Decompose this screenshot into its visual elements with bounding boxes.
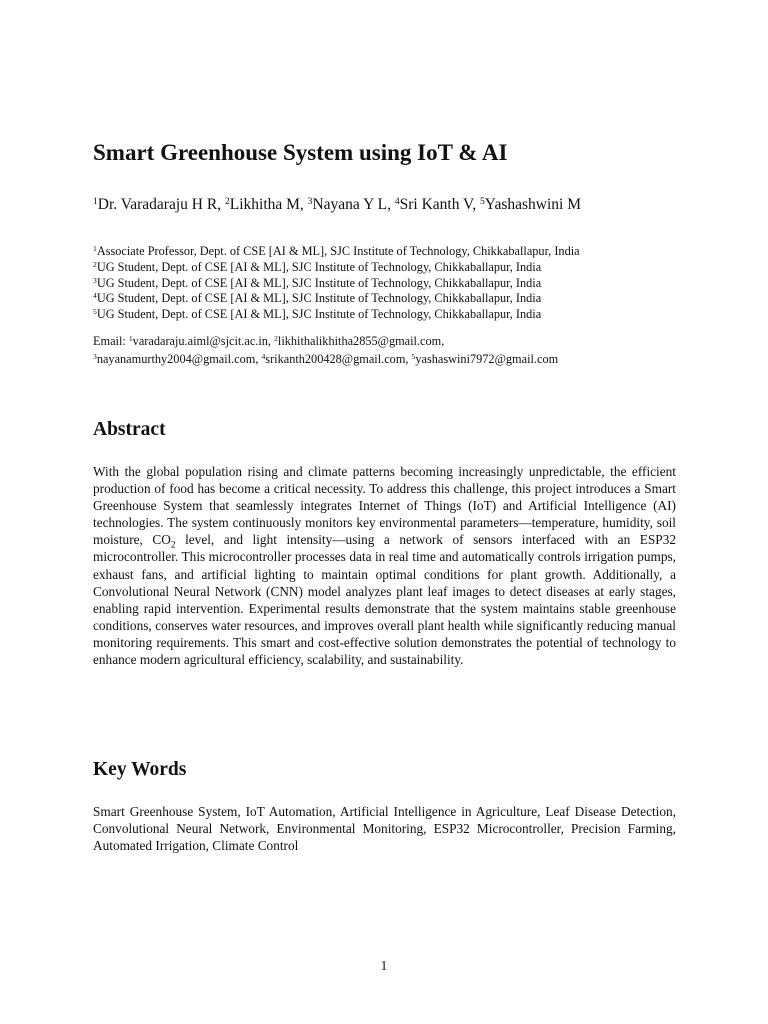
paper-title: Smart Greenhouse System using IoT & AI (93, 140, 508, 165)
author: $^5$Yashashwini M (480, 196, 581, 213)
author-list (93, 194, 676, 215)
email-label: Email: (93, 334, 129, 348)
affiliation: $^3$UG Student, Dept. of CSE [AI & ML], SJC Institute of Technology, Chikkaballapur, India (93, 275, 542, 290)
author: $^2$Likhitha M, (224, 196, 308, 213)
author: $^4$Sri Kanth V, (394, 196, 480, 213)
email-address[interactable]: $^3$nayanamurthy2004@gmail.com, (93, 351, 262, 366)
email-block (93, 333, 676, 368)
affiliation: $^4$UG Student, Dept. of CSE [AI & ML], SJC Institute of Technology, Chikkaballapur, India (93, 291, 542, 306)
affiliation: $^2$UG Student, Dept. of CSE [AI & ML], SJC Institute of Technology, Chikkaballapur, India (93, 259, 542, 274)
abstract-text: With the global population rising and climate patterns becoming increasingly unpredictable, the efficient production of food has become a critical necessity. To address this challenge, this project introduces a Smart Greenhouse System that seamlessly integrates Internet of Things (IoT) and Artificial Intelligence (AI) technologies. The system continuously monitors key environmental parameters—temperature, humidity, soil moisture, $CO_2$ level, and light intensity—using a network of sensors interfaced with an ESP32 microcontroller. This microcontroller processes data in real time and automatically controls irrigation pumps, exhaust fans, and artificial lighting to maintain optimal conditions for plant growth. Additionally, a Convolutional Neural Network (CNN) model analyzes plant leaf images to detect diseases at early stages, enabling rapid intervention. Experimental results demonstrate that the system maintains stable greenhouse conditions, conserves water resources, and improves overall plant health while significantly reducing manual monitoring requirements. This smart and cost-effective solution demonstrates the potential of technology to enhance modern agricultural efficiency, scalability, and sustainability. (93, 464, 676, 668)
email-address[interactable]: $^1$varadaraju.aiml@sjcit.ac.in, (128, 334, 275, 348)
affiliation: $^1$Associate Professor, Dept. of CSE [AI & ML], SJC Institute of Technology, Chikkaballapur, India (93, 244, 580, 258)
email-address[interactable]: $^2$likhithalikhitha2855@gmail.com, (274, 334, 445, 348)
email-address[interactable]: $^5$yashaswini7972@gmail.com (411, 351, 559, 366)
abstract-heading: Abstract (93, 419, 166, 440)
affiliation-list (93, 244, 676, 323)
page-number: 1 (380, 958, 388, 973)
affiliation: $^5$UG Student, Dept. of CSE [AI & ML], SJC Institute of Technology, Chikkaballapur, India (93, 307, 542, 322)
author: $^3$Nayana Y L, (307, 196, 395, 213)
author: $^1$Dr. Varadaraju H R, (93, 196, 225, 213)
keywords-heading: Key Words (93, 759, 187, 780)
keywords-text: Smart Greenhouse System, IoT Automation, Artificial Intelligence in Agriculture, Leaf Disease Detection, Convolutional Neural Network, Environmental Monitoring, ESP32 Microcontroller, Precision Farming, Automated Irrigation, Climate Control (93, 804, 676, 854)
email-address[interactable]: $^4$srikanth200428@gmail.com, (261, 351, 412, 366)
